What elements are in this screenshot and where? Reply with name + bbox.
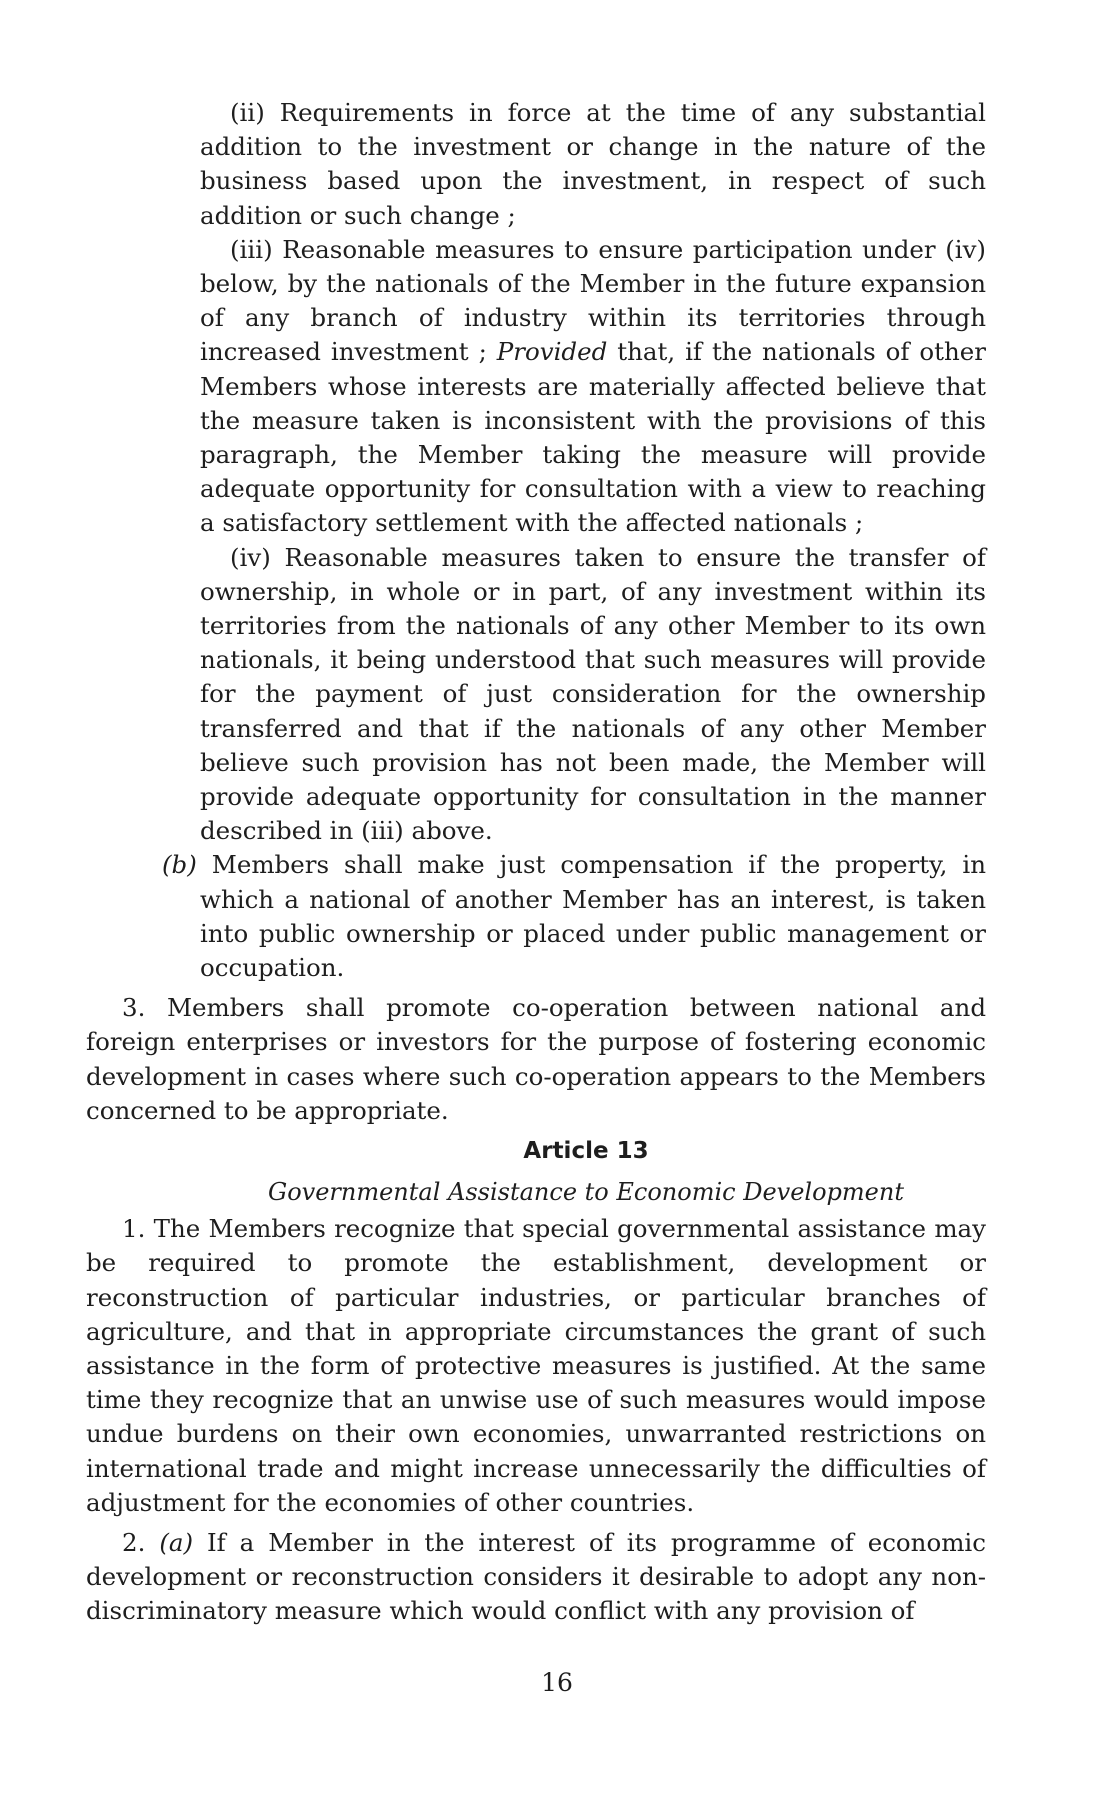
article-subheading: Governmental Assistance to Economic Development [268,1178,904,1207]
paragraph-b-label: (b) [162,850,197,880]
paragraph-2-text: If a Member in the interest of its programme of economic development or reconstruction considers it desirable to adopt any non-discriminatory measure which would conflict with any provision of [86,1527,986,1626]
subsection-block [86,96,986,848]
paragraph-3: 3. Members shall promote co-operation between national and foreign enterprises or investors for the purpose of fostering economic development in cases where such co-operation appears to the Members concerned to be appropriate. [86,993,986,1125]
provided-term: Provided [496,337,608,367]
article-paragraph-2 [86,1526,986,1629]
paragraph-iii-text-b: that, if the nationals of other Members whose interests are materially affected believe that the measure taken is inconsistent with the provisions of this paragraph, the Member taking the measure will provide adequate opportunity for consultation with a view to reaching a satisfactory settlement with the affected nationals ; [200,337,986,538]
paragraph-b-text: Members shall make just compensation if the property, in which a national of another Member has an interest, is taken into public ownership or placed under public management or occupation. [196,850,986,983]
paragraph-b [86,848,986,985]
paragraph-2-number: 2. [122,1527,160,1557]
paragraph-iv: (iv) Reasonable measures taken to ensure the transfer of ownership, in whole or in part, of any investment within its territories from the nationals of any other Member to its own nationals, it being understood that such measures will provide for the payment of just consideration for the ownership transferred and that if the nationals of any other Member believe such provision has not been made, the Member will provide adequate opportunity for consultation in the manner described in (iii) above. [200,542,986,846]
article-paragraph-1: 1. The Members recognize that special governmental assistance may be required to promote the establishment, development or reconstruction of particular industries, or particular branches of agriculture, and that in appropriate circumstances the grant of such assistance in the form of protective measures is justified. At the same time they recognize that an unwise use of such measures would impose undue burdens on their own economies, unwarranted restrictions on international trade and might increase unnecessarily the difficulties of adjustment for the economies of other countries. [86,1214,986,1517]
paragraph-ii: (ii) Requirements in force at the time of any substantial addition to the investment or change in the nature of the business based upon the investment, in respect of such addition or such change ; [200,98,986,230]
page-number: 16 [541,1668,573,1697]
document-page [86,96,986,1629]
paragraph-iii-text-a: (iii) Reasonable measures to ensure participation under (iv) below, by the nationals of the Member in the future expansion of any branch of industry within its territories through increased investment ; [200,234,986,367]
paragraph-iii [200,233,986,541]
paragraph-2-label: (a) [159,1527,194,1557]
article-heading: Article 13 [523,1138,649,1165]
